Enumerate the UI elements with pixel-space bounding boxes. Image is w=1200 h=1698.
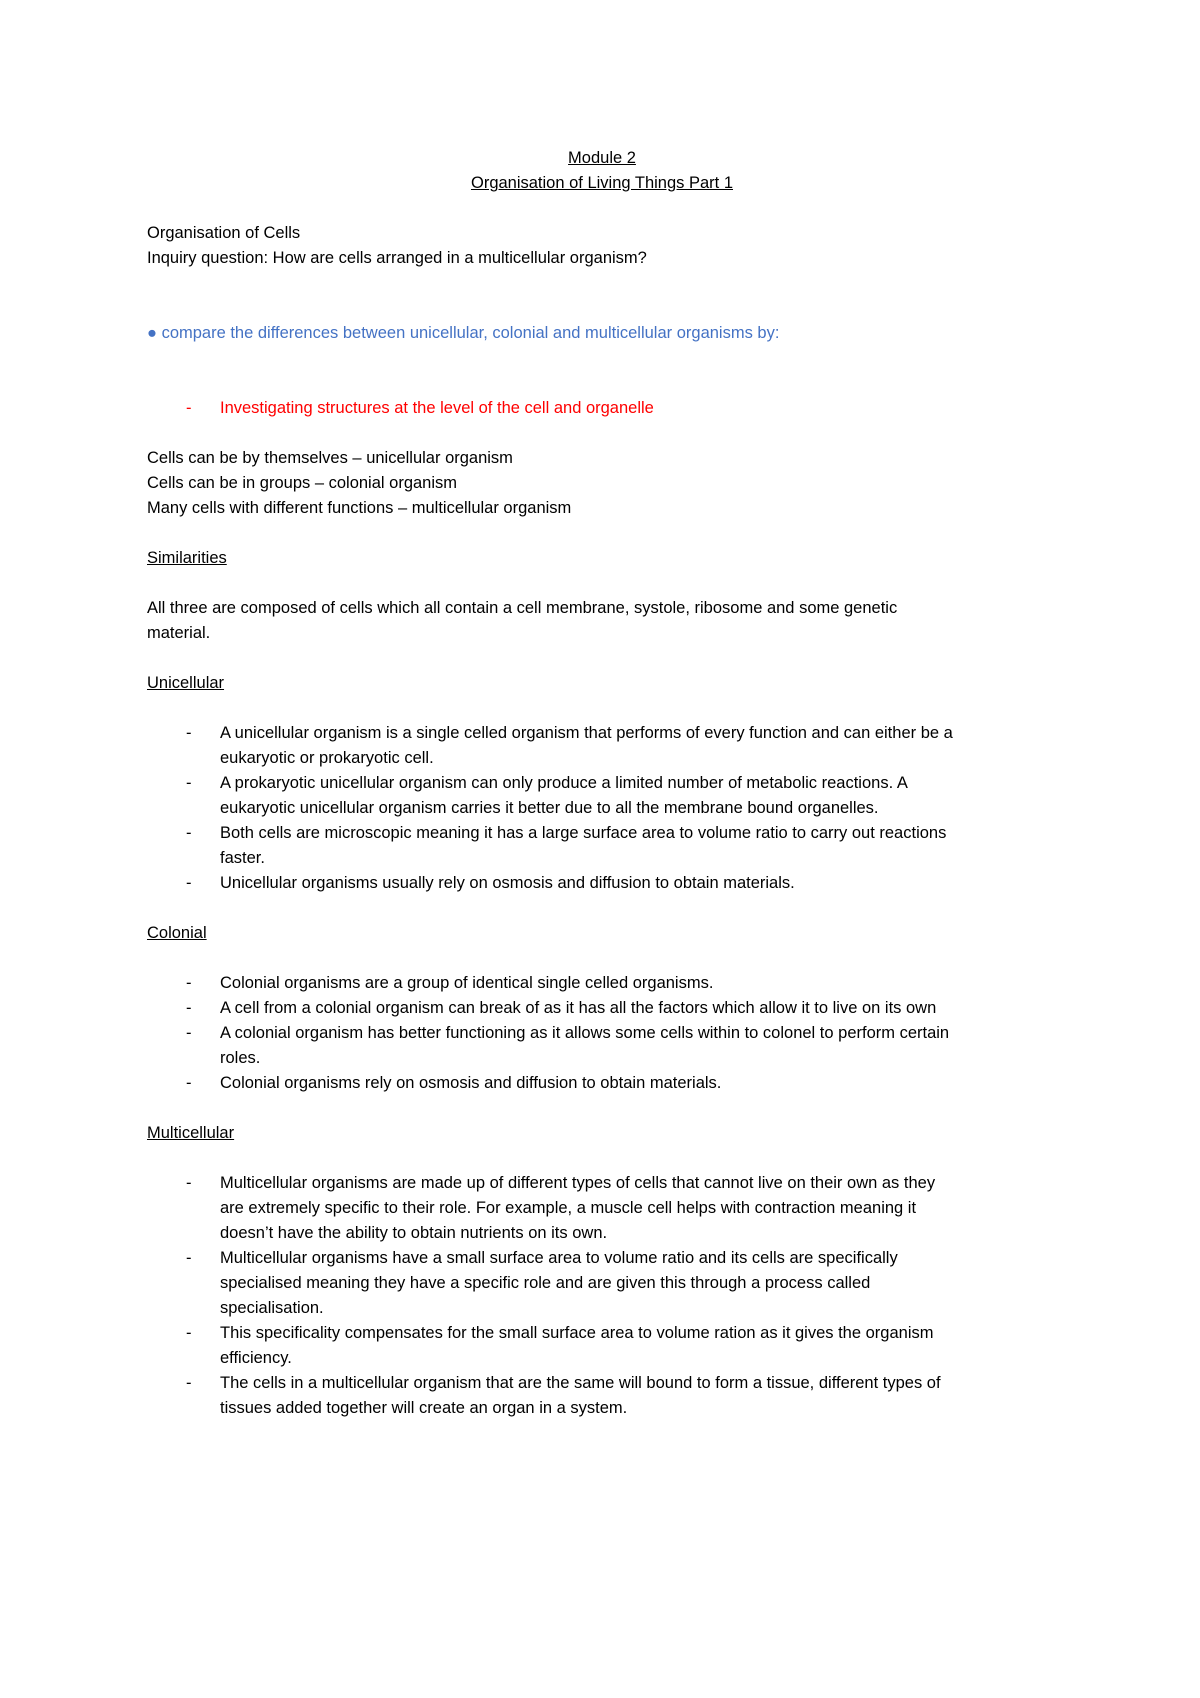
dash-marker: - <box>186 1374 192 1392</box>
multicellular-heading: Multicellular <box>147 1124 235 1142</box>
unicellular-list <box>147 721 1057 896</box>
dash-marker: - <box>186 1249 192 1267</box>
list-item <box>147 1246 1057 1321</box>
list-item-text: Unicellular organisms usually rely on osmosis and diffusion to obtain materials. <box>220 874 795 892</box>
list-item-text: Both cells are microscopic meaning it has a large surface area to volume ratio to carry out reactions <box>220 824 947 842</box>
document-page <box>147 146 1057 1421</box>
syllabus-sub-list <box>147 396 1057 421</box>
list-item <box>147 721 1057 771</box>
inquiry-question: Inquiry question: How are cells arranged in a multicellular organism? <box>147 249 647 267</box>
similarities-text: All three are composed of cells which all contain a cell membrane, systole, ribosome and some genetic <box>147 599 898 617</box>
list-item-text: Colonial organisms are a group of identical single celled organisms. <box>220 974 714 992</box>
list-item-text: A cell from a colonial organism can break of as it has all the factors which allow it to live on its own <box>220 999 937 1017</box>
list-item-text: specialisation. <box>220 1299 324 1317</box>
dash-marker: - <box>186 999 192 1017</box>
dash-marker: - <box>186 399 192 417</box>
list-item-text: eukaryotic unicellular organism carries it better due to all the membrane bound organelles. <box>220 799 879 817</box>
colonial-list <box>147 971 1057 1096</box>
dash-marker: - <box>186 1024 192 1042</box>
dash-marker: - <box>186 1324 192 1342</box>
list-item-text: A colonial organism has better functioning as it allows some cells within to colonel to perform certain <box>220 1024 950 1042</box>
dash-marker: - <box>186 724 192 742</box>
list-item <box>147 1321 1057 1371</box>
list-item-text: doesn’t have the ability to obtain nutrients on its own. <box>220 1224 608 1242</box>
colonial-heading: Colonial <box>147 924 207 942</box>
dash-marker: - <box>186 1074 192 1092</box>
list-item-text: efficiency. <box>220 1349 292 1367</box>
list-item-text: Multicellular organisms have a small surface area to volume ratio and its cells are specifically <box>220 1249 898 1267</box>
list-item-text: The cells in a multicellular organism that are the same will bound to form a tissue, different types of <box>220 1374 941 1392</box>
list-item-text: specialised meaning they have a specific role and are given this through a process called <box>220 1274 871 1292</box>
multicellular-list <box>147 1171 1057 1421</box>
list-item-text: A prokaryotic unicellular organism can only produce a limited number of metabolic reactions. A <box>220 774 908 792</box>
list-item <box>147 821 1057 871</box>
similarities-heading: Similarities <box>147 549 227 567</box>
dash-marker: - <box>186 774 192 792</box>
list-item-text: This specificality compensates for the small surface area to volume ration as it gives the organism <box>220 1324 934 1342</box>
list-item-text: Multicellular organisms are made up of different types of cells that cannot live on their own as they <box>220 1174 936 1192</box>
list-item-text: Colonial organisms rely on osmosis and diffusion to obtain materials. <box>220 1074 722 1092</box>
dash-marker: - <box>186 874 192 892</box>
module-heading: Module 2 <box>568 149 636 167</box>
list-item-text: tissues added together will create an organ in a system. <box>220 1399 628 1417</box>
syllabus-sub-point-text: Investigating structures at the level of the cell and organelle <box>220 399 654 417</box>
list-item-text: are extremely specific to their role. For example, a muscle cell helps with contraction meaning it <box>220 1199 917 1217</box>
list-item <box>147 1021 1057 1071</box>
list-item-text: eukaryotic or prokaryotic cell. <box>220 749 434 767</box>
syllabus-point-text: compare the differences between unicellular, colonial and multicellular organisms by: <box>161 324 780 342</box>
list-item <box>147 771 1057 821</box>
document-title: Organisation of Living Things Part 1 <box>470 174 733 192</box>
bullet-icon: ● <box>147 324 157 342</box>
definition-line: Cells can be in groups – colonial organism <box>147 474 458 492</box>
dash-marker: - <box>186 974 192 992</box>
syllabus-point <box>147 321 1057 346</box>
dash-marker: - <box>186 1174 192 1192</box>
list-item-text: roles. <box>220 1049 261 1067</box>
list-item <box>147 1171 1057 1246</box>
dash-marker: - <box>186 824 192 842</box>
unicellular-heading: Unicellular <box>147 674 225 692</box>
syllabus-sub-point <box>147 396 1057 421</box>
list-item <box>147 871 1057 896</box>
similarities-text: material. <box>147 624 211 642</box>
list-item <box>147 1371 1057 1421</box>
list-item-text: faster. <box>220 849 265 867</box>
definition-line: Cells can be by themselves – unicellular organism <box>147 449 513 467</box>
section-heading: Organisation of Cells <box>147 224 301 242</box>
list-item <box>147 971 1057 996</box>
list-item-text: A unicellular organism is a single celled organism that performs of every function and can either be a <box>220 724 953 742</box>
list-item <box>147 996 1057 1021</box>
list-item <box>147 1071 1057 1096</box>
definition-line: Many cells with different functions – multicellular organism <box>147 499 572 517</box>
